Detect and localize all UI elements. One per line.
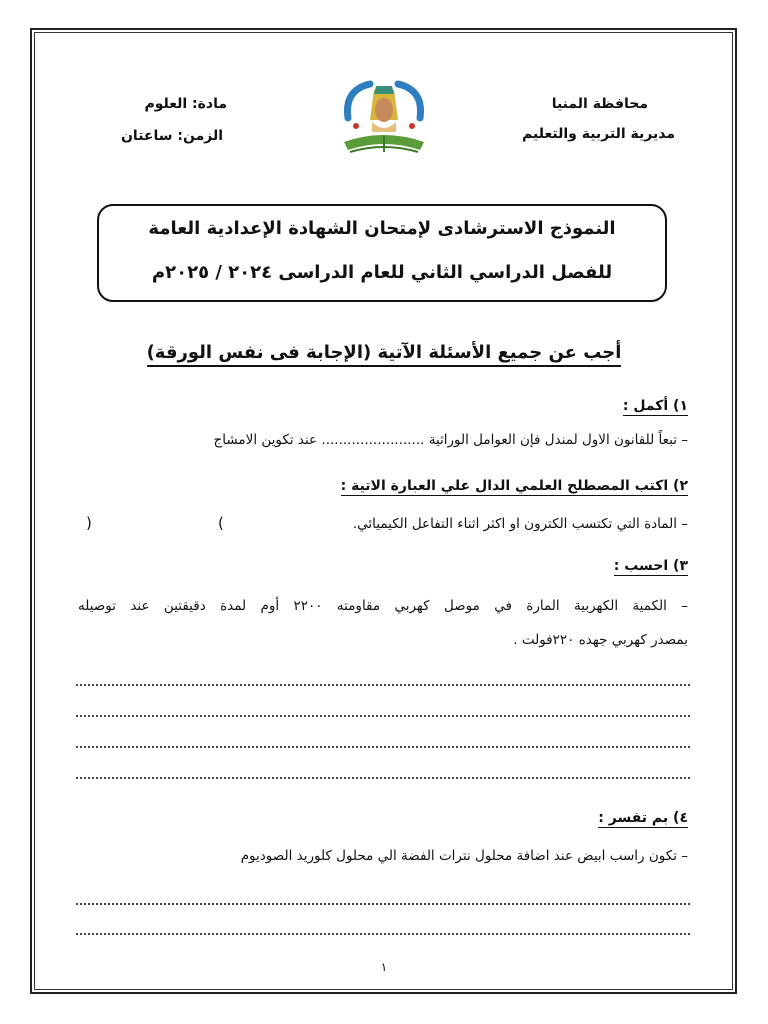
q3-text-line1: – الكمية الكهربية المارة في موصل كهربي مقاومته ٢٢٠٠ أوم لمدة دقيقتين عند توصيله — [78, 598, 688, 614]
q2-text: – المادة التي تكتسب الكترون او اكثر اثناء التفاعل الكيميائي. — [352, 516, 688, 532]
answer-line — [76, 746, 690, 748]
exam-title-line2: للفصل الدراسي الثاني للعام الدراسى ٢٠٢٤ / ٢٠٢٥م — [151, 262, 613, 283]
ministry-logo — [336, 76, 432, 166]
q1-text-start: – تبعاً للقانون الاول لمندل فإن العوامل الوراثية — [428, 432, 688, 448]
answer-line — [76, 777, 690, 779]
q3-text-line2: بمصدر كهربي جهده ٢٢٠فولت . — [513, 632, 688, 648]
page-border-inner — [34, 32, 733, 990]
q1-text-end: عند تكوين الامشاج — [213, 432, 318, 448]
time-label: الزمن: ساعتان — [120, 128, 223, 144]
answer-line — [76, 933, 690, 935]
q4-heading: ٤) بم تفسر : — [598, 810, 688, 826]
q1-heading: ١) أكمل : — [622, 398, 688, 414]
q2-paren-open: ( — [218, 514, 224, 532]
q3-heading: ٣) احسب : — [613, 558, 688, 574]
q1-text — [214, 432, 688, 448]
q1-blank: ........................ — [321, 432, 425, 448]
governorate-label: محافظة المنيا — [551, 96, 648, 112]
q2-paren-close: ) — [86, 514, 92, 532]
instruction-heading — [0, 342, 768, 367]
page-number: ١ — [380, 960, 388, 974]
answer-line — [76, 684, 690, 686]
instruction-text: أجب عن جميع الأسئلة الآتية (الإجابة فى نفس الورقة) — [147, 342, 622, 367]
answer-line — [76, 903, 690, 905]
directorate-label: مديرية التربية والتعليم — [522, 126, 675, 142]
q4-text: – تكون راسب ابيض عند اضافة محلول نترات الفضة الي محلول كلوريد الصوديوم — [240, 848, 688, 864]
exam-title-box — [97, 204, 667, 302]
q2-heading: ٢) اكتب المصطلح العلمي الدال علي العبارة الاتية : — [340, 478, 688, 494]
exam-title-line1: النموذج الاسترشادى لإمتحان الشهادة الإعدادية العامة — [148, 218, 616, 239]
answer-line — [76, 715, 690, 717]
subject-label: مادة: العلوم — [144, 96, 227, 112]
